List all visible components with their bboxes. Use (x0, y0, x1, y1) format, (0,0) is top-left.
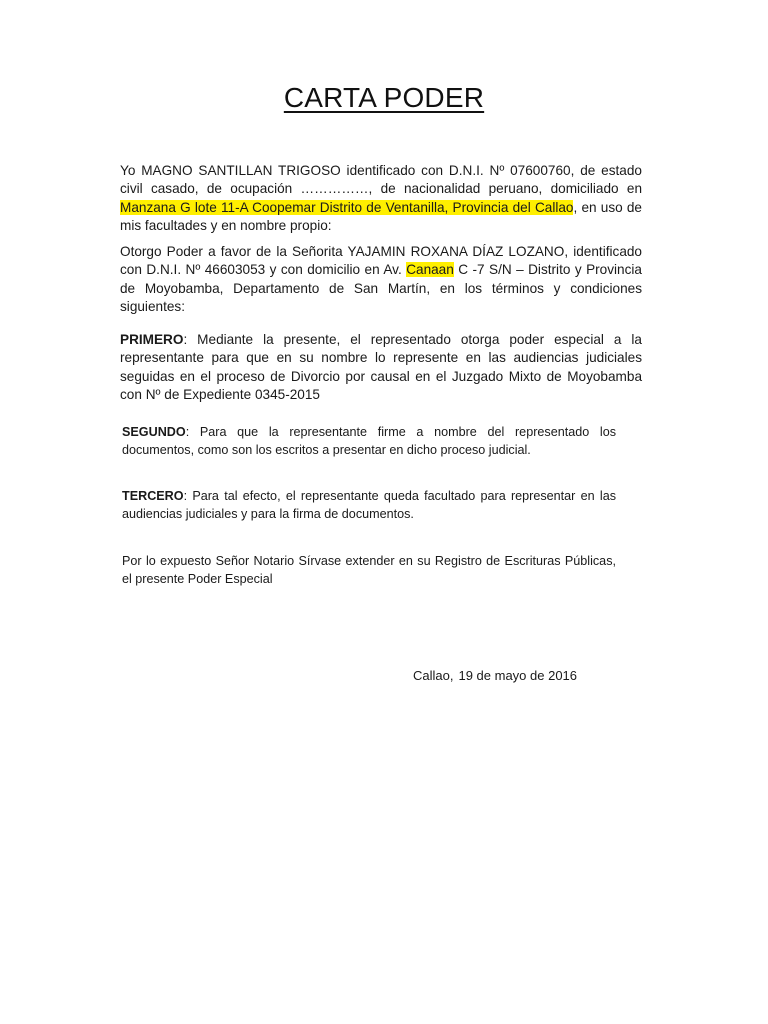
clause-segundo-label: SEGUNDO (122, 425, 186, 439)
place-date-line (413, 667, 577, 685)
clause-segundo (122, 423, 616, 459)
grantee-paragraph (120, 243, 642, 317)
clause-primero (120, 331, 642, 405)
street-highlight: Canaan (406, 262, 454, 278)
clause-tercero (122, 487, 616, 523)
grantor-text: Yo MAGNO SANTILLAN TRIGOSO identificado con D.N.I. Nº 07600760, de estado civil casado, de ocupación ……………, de nacionalidad peruano, domiciliado en (120, 163, 642, 197)
clause-tercero-label: TERCERO (122, 489, 184, 503)
clause-primero-text: : Mediante la presente, el representado otorga poder especial a la representante para que en su nombre lo represente en las audiencias judiciales seguidas en el proceso de Divorcio por causal en el Juzgado Mixto de Moyobamba con Nº de Expediente 0345-2015 (120, 332, 642, 403)
grantee-text: Otorgo Poder a favor de la Señorita YAJAMIN ROXANA DÍAZ LOZANO, identificado con D.N.I. Nº 46603053 y con domicilio en Av. (120, 244, 642, 278)
grantor-paragraph (120, 162, 642, 236)
place-text: Callao, (413, 668, 454, 683)
grantee-text-end: C -7 S/N – Distrito y Provincia de Moyobamba, Departamento de San Martín, en los términos y condiciones siguientes: (120, 262, 642, 315)
closing-text: Por lo expuesto Señor Notario Sírvase extender en su Registro de Escrituras Públicas, el presente Poder Especial (122, 554, 616, 586)
address-highlight: Manzana G lote 11-A Coopemar Distrito de Ventanilla, Provincia del Callao (120, 199, 574, 215)
document-title: CARTA PODER (283, 82, 485, 113)
clause-segundo-text: : Para que la representante firme a nombre del representado los documentos, como son los escritos a presentar en dicho proceso judicial. (122, 425, 616, 457)
closing-paragraph (122, 552, 616, 588)
clause-tercero-text: : Para tal efecto, el representante queda facultado para representar en las audiencias judiciales y para la firma de documentos. (122, 489, 616, 521)
date-text: 19 de mayo de 2016 (458, 668, 578, 683)
grantor-text-end: , en uso de mis facultades y en nombre propio: (120, 199, 642, 234)
clause-primero-label: PRIMERO (120, 332, 184, 347)
